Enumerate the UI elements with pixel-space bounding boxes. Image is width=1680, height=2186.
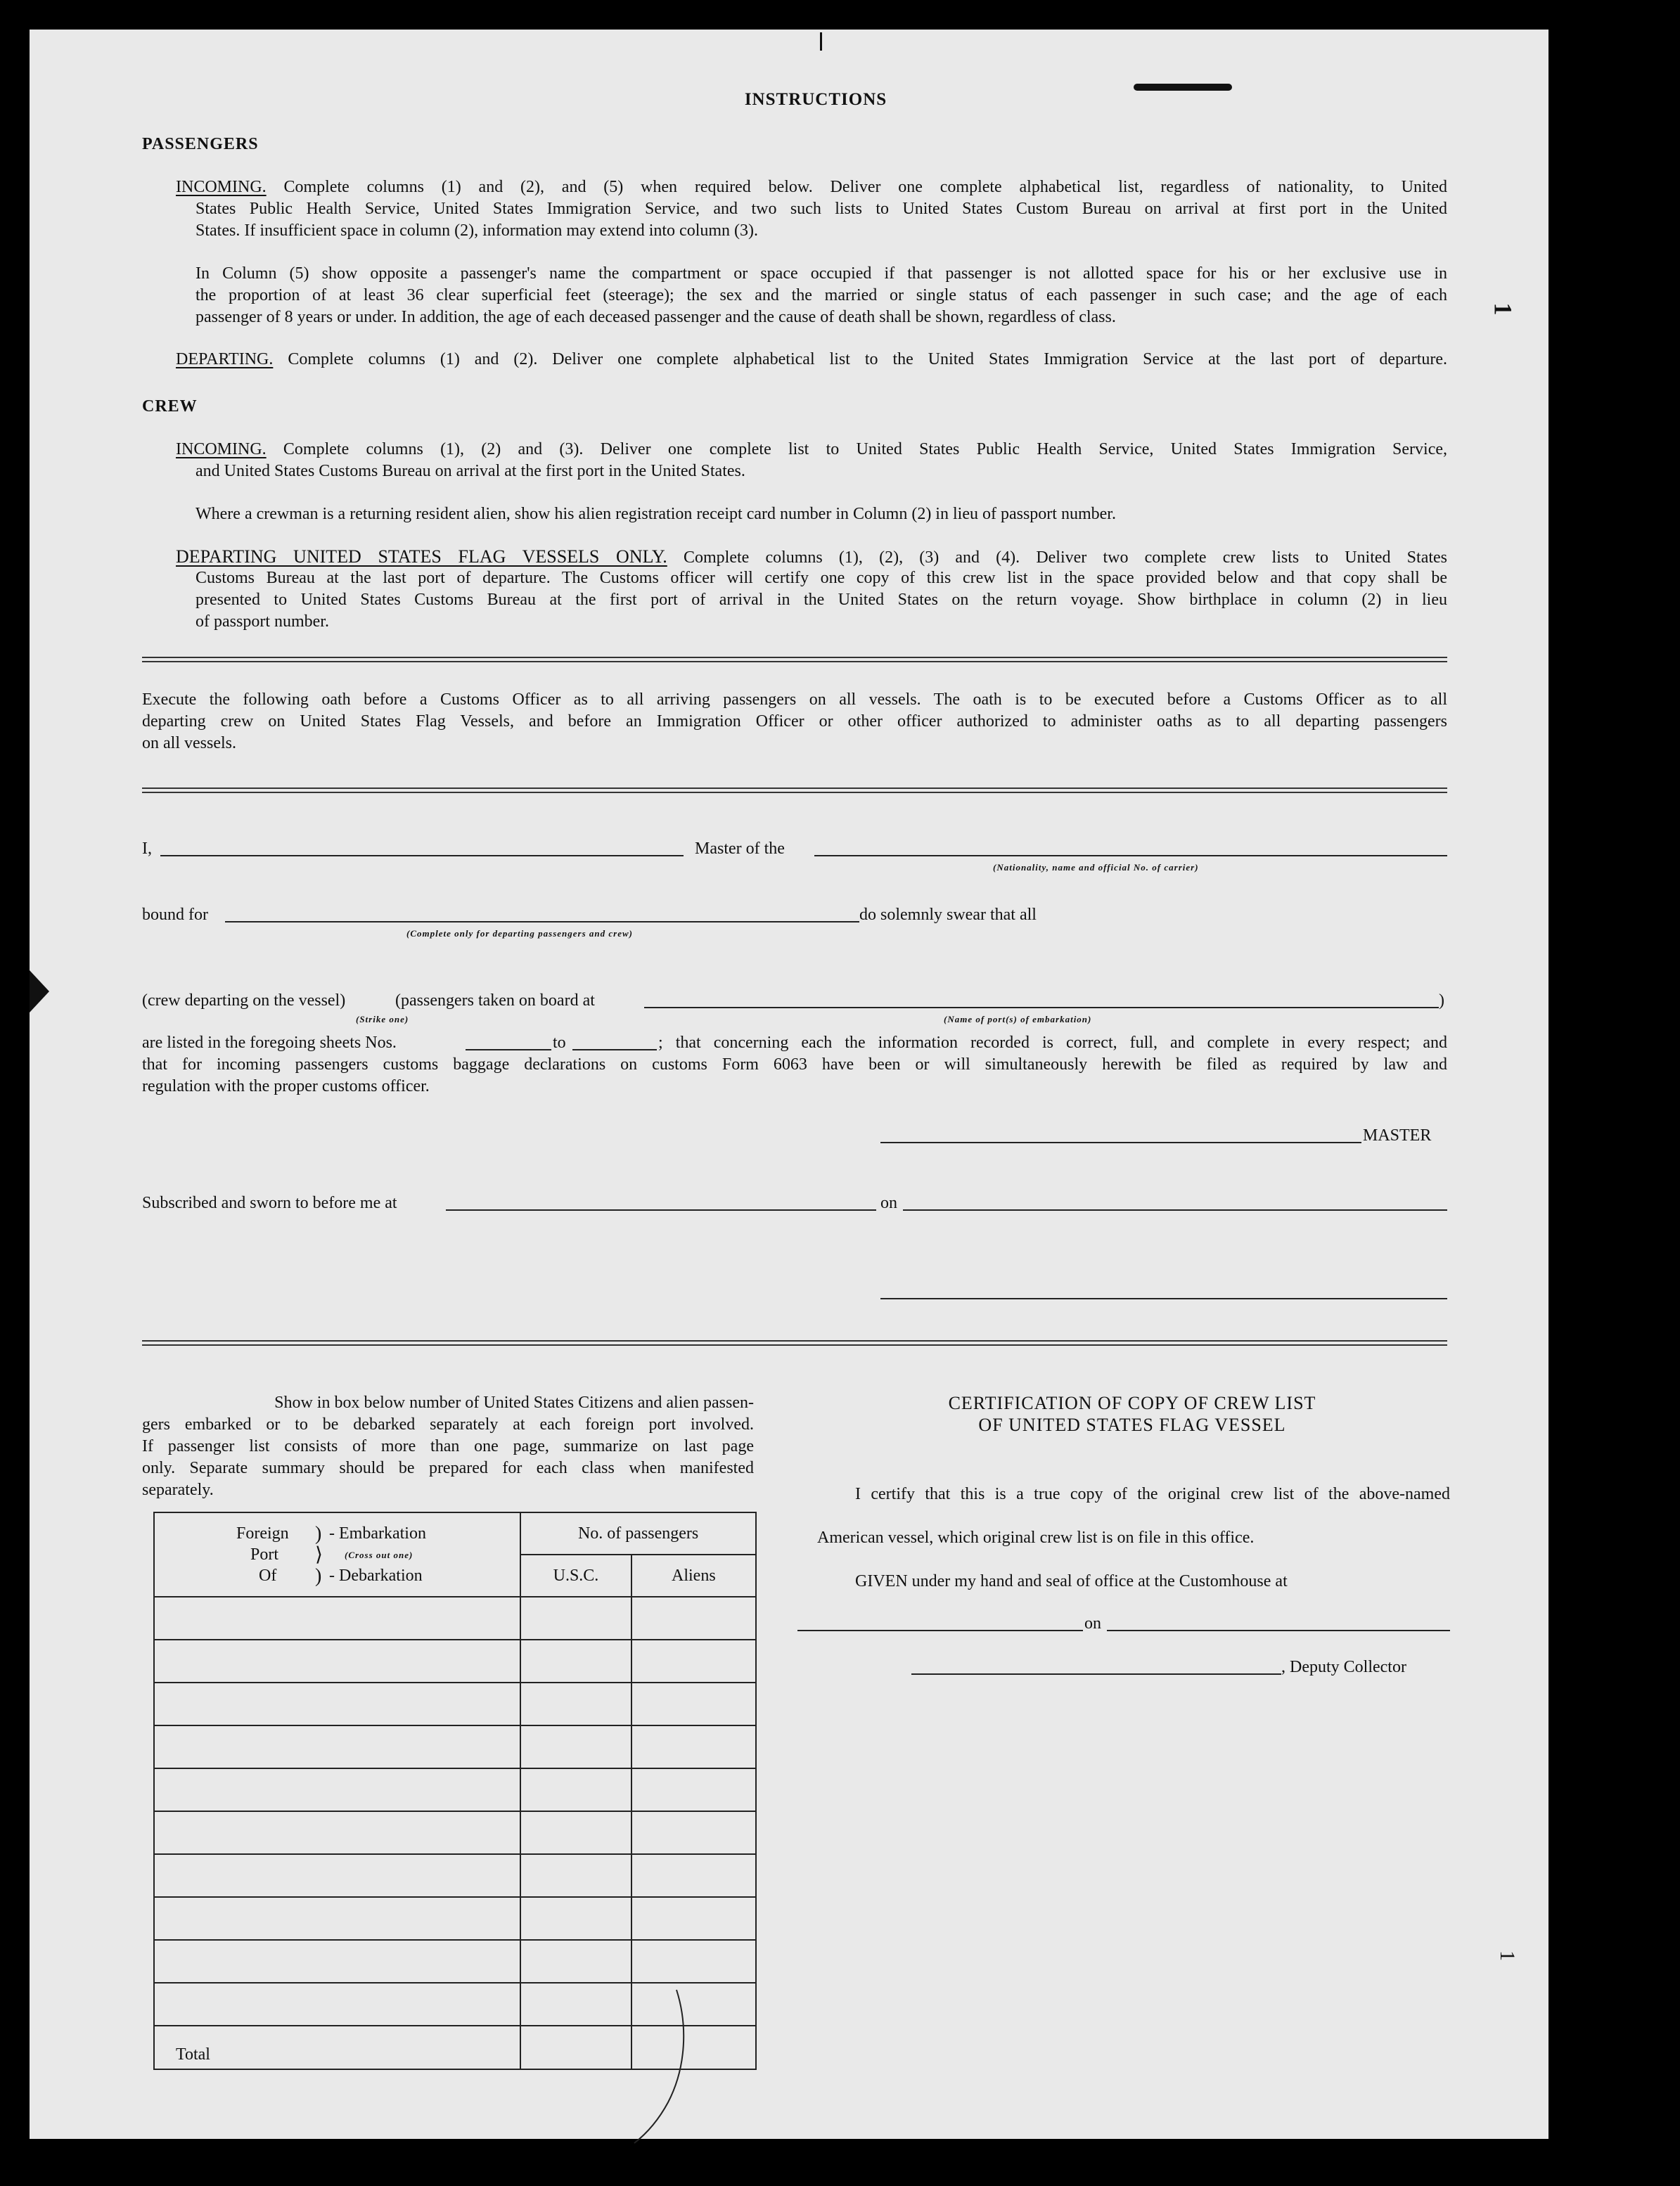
page-title: INSTRUCTIONS <box>744 90 887 109</box>
subscribed-label: Subscribed and sworn to before me at <box>142 1194 397 1212</box>
bound-for-field[interactable] <box>225 921 859 922</box>
crew-incoming-text: Complete columns (1), (2) and (3). Deliver one complete list to United States Public Health Service, United States Immigration Service, <box>283 440 1447 458</box>
aliens-cell[interactable] <box>631 1683 756 1725</box>
cert-title-line2: OF UNITED STATES FLAG VESSEL <box>978 1415 1286 1435</box>
port-cell[interactable] <box>154 1854 520 1897</box>
brace-top: ) <box>315 1523 322 1545</box>
port-cell[interactable] <box>154 1983 520 2026</box>
passengers-taken-option[interactable]: (passengers taken on board at <box>395 991 595 1010</box>
cross-out-hint: (Cross out one) <box>345 1550 413 1560</box>
oath-intro-line1: Execute the following oath before a Customs Officer as to all arriving passengers on all vessels. The oath is to be executed before a Customs Officer as to all <box>142 690 1447 709</box>
crew-departing-text: Complete columns (1), (2), (3) and (4). Deliver two complete crew lists to United States <box>683 548 1447 567</box>
col5-line1: In Column (5) show opposite a passenger's name the compartment or space occupied if that passenger is not allotted space for his or her exclusive use in <box>195 264 1447 283</box>
listed-to: to <box>553 1034 566 1052</box>
strike-one-hint: (Strike one) <box>356 1014 409 1024</box>
usc-cell[interactable] <box>520 1683 631 1725</box>
embarkation-port-field[interactable] <box>644 1007 1439 1008</box>
summary-intro-line5: separately. <box>142 1481 214 1499</box>
crew-incoming-label: INCOMING. <box>176 440 267 458</box>
cert-line3: GIVEN under my hand and seal of office at the Customhouse at <box>855 1572 1288 1590</box>
divider <box>142 657 1447 662</box>
crew-departing-label: DEPARTING UNITED STATES FLAG VESSELS ONLY. <box>176 546 667 567</box>
usc-cell[interactable] <box>520 1768 631 1811</box>
usc-cell[interactable] <box>520 1940 631 1983</box>
summary-intro-line3: If passenger list consists of more than one page, summarize on last page <box>142 1437 754 1455</box>
margin-mark: 1 <box>1489 302 1518 316</box>
col5-line2: the proportion of at least 36 clear superficial feet (steerage); the sex and the married or single status of each passenger in such case; and the age of each <box>195 286 1447 304</box>
incoming-label: INCOMING. <box>176 178 267 196</box>
aliens-cell[interactable] <box>631 1854 756 1897</box>
crew-departing-line4: of passport number. <box>195 612 329 631</box>
passengers-heading: PASSENGERS <box>142 135 259 153</box>
port-cell[interactable] <box>154 1768 520 1811</box>
baggage-line: that for incoming passengers customs baggage declarations on customs Form 6063 have been or will simultaneously herewith be filed as required by law and <box>142 1055 1447 1074</box>
crew-departing-line2: Customs Bureau at the last port of departure. The Customs officer will certify one copy of this crew list in the space provided below and that copy shall be <box>195 569 1447 587</box>
port-hint: (Name of port(s) of embarkation) <box>944 1014 1092 1024</box>
crew-departing-option[interactable]: (crew departing on the vessel) <box>142 991 346 1010</box>
usc-cell[interactable] <box>520 1854 631 1897</box>
divider <box>142 787 1447 793</box>
master-signature-field[interactable] <box>880 1142 1361 1143</box>
sheet-from-field[interactable] <box>466 1049 551 1050</box>
master-of-the-label: Master of the <box>695 840 785 858</box>
customhouse-field[interactable] <box>797 1630 1083 1631</box>
aliens-cell[interactable] <box>631 1768 756 1811</box>
sworn-place-field[interactable] <box>446 1209 876 1211</box>
ink-mark <box>820 32 822 51</box>
brace-mid: ⟩ <box>315 1544 323 1566</box>
port-cell[interactable] <box>154 1597 520 1640</box>
port-cell[interactable] <box>154 1725 520 1768</box>
nationality-hint: (Nationality, name and official No. of carrier) <box>993 862 1199 873</box>
cert-line1: I certify that this is a true copy of the original crew list of the above-named <box>855 1485 1450 1503</box>
sworn-date-field[interactable] <box>903 1209 1447 1211</box>
usc-cell[interactable] <box>520 1597 631 1640</box>
oath-i-label: I, <box>142 840 152 858</box>
carrier-field[interactable] <box>814 855 1447 856</box>
usc-cell[interactable] <box>520 1640 631 1683</box>
port-cell[interactable] <box>154 1897 520 1940</box>
passengers-incoming-line3: States. If insufficient space in column (2), information may extend into column (3). <box>195 221 759 240</box>
pen-stroke <box>619 1983 703 2145</box>
deputy-signature-field[interactable] <box>911 1673 1281 1675</box>
master-label: MASTER <box>1363 1126 1432 1145</box>
usc-total-cell[interactable] <box>520 2026 631 2069</box>
sheet-to-field[interactable] <box>572 1049 657 1050</box>
swear-text: do solemnly swear that all <box>859 906 1037 924</box>
officer-signature-field[interactable] <box>880 1298 1447 1299</box>
port-header-cell <box>154 1512 520 1597</box>
ink-mark <box>1134 84 1232 91</box>
passengers-incoming-line1 <box>176 176 1447 198</box>
cert-date-field[interactable] <box>1107 1630 1450 1631</box>
embarkation-option[interactable]: - Embarkation <box>329 1524 426 1543</box>
summary-intro-line4: only. Separate summary should be prepared for each class when manifested <box>142 1459 754 1477</box>
regulation-line: regulation with the proper customs officer. <box>142 1077 430 1095</box>
aliens-cell[interactable] <box>631 1897 756 1940</box>
cert-line2: American vessel, which original crew list is on file in this office. <box>817 1529 1255 1547</box>
aliens-cell[interactable] <box>631 1597 756 1640</box>
port-cell[interactable] <box>154 1640 520 1683</box>
incoming-text: Complete columns (1) and (2), and (5) when required below. Deliver one complete alphabetical list, regardless of nationality, to United <box>283 178 1447 196</box>
crew-incoming-line1 <box>176 439 1447 461</box>
of-label: Of <box>259 1567 277 1585</box>
usc-cell[interactable] <box>520 1897 631 1940</box>
no-of-passengers-header: No. of passengers <box>520 1512 756 1555</box>
oath-intro-line3: on all vessels. <box>142 734 236 752</box>
col5-line3: passenger of 8 years or under. In addition, the age of each deceased passenger and the cause of death shall be shown, regardless of class. <box>195 308 1116 326</box>
aliens-cell[interactable] <box>631 1725 756 1768</box>
aliens-cell[interactable] <box>631 1640 756 1683</box>
passengers-departing <box>176 349 1447 371</box>
crew-departing-line1 <box>176 546 1447 569</box>
oath-intro-line2: departing crew on United States Flag Vessels, and before an Immigration Officer or other officer authorized to administer oaths as to all departing passengers <box>142 712 1447 731</box>
total-label-cell: Total <box>154 2026 520 2069</box>
usc-cell[interactable] <box>520 1725 631 1768</box>
debarkation-option[interactable]: - Debarkation <box>329 1567 423 1585</box>
divider <box>142 1340 1447 1346</box>
foreign-label: Foreign <box>236 1524 289 1543</box>
aliens-header: Aliens <box>631 1555 756 1597</box>
aliens-cell[interactable] <box>631 1940 756 1983</box>
margin-mark: 1 <box>1496 1950 1519 1961</box>
port-cell[interactable] <box>154 1940 520 1983</box>
port-cell[interactable] <box>154 1683 520 1725</box>
master-name-field[interactable] <box>160 855 684 856</box>
deputy-collector-label: , Deputy Collector <box>1281 1658 1406 1676</box>
usc-cell[interactable] <box>520 1983 631 2026</box>
passengers-incoming-line2: States Public Health Service, United States Immigration Service, and two such lists to United States Custom Bureau on arrival at first port in the United <box>195 200 1447 218</box>
crew-departing-line3: presented to United States Customs Bureau at the first port of arrival in the United States on the return voyage. Show birthplace in column (2) in lieu <box>195 591 1447 609</box>
port-label: Port <box>250 1545 279 1564</box>
bound-for-label: bound for <box>142 906 208 924</box>
crew-incoming-line2: and United States Customs Bureau on arrival at the first port in the United States. <box>195 462 745 480</box>
brace-bot: ) <box>315 1565 322 1587</box>
usc-header: U.S.C. <box>520 1555 631 1597</box>
aliens-cell[interactable] <box>631 1811 756 1854</box>
sworn-on-label: on <box>880 1194 897 1212</box>
port-cell[interactable] <box>154 1811 520 1854</box>
cert-title-line1: CERTIFICATION OF COPY OF CREW LIST <box>948 1393 1316 1413</box>
usc-cell[interactable] <box>520 1811 631 1854</box>
listed-text-b: ; that concerning each the information recorded is correct, full, and complete in every respect; and <box>658 1034 1447 1052</box>
bound-hint: (Complete only for departing passengers and crew) <box>406 928 633 939</box>
close-paren: ) <box>1439 991 1444 1010</box>
summary-intro-line2: gers embarked or to be debarked separately at each foreign port involved. <box>142 1415 754 1434</box>
crew-heading: CREW <box>142 397 198 416</box>
departing-text: Complete columns (1) and (2). Deliver one complete alphabetical list to the United States Immigration Service at the last port of departure. <box>288 350 1448 368</box>
cert-on-label: on <box>1084 1614 1101 1633</box>
crew-resident-text: Where a crewman is a returning resident alien, show his alien registration receipt card number in Column (2) in lieu of passport number. <box>195 505 1116 523</box>
departing-label: DEPARTING. <box>176 350 274 368</box>
listed-text-a: are listed in the foregoing sheets Nos. <box>142 1034 397 1052</box>
summary-intro-line1: Show in box below number of United States Citizens and alien passen- <box>274 1394 754 1412</box>
